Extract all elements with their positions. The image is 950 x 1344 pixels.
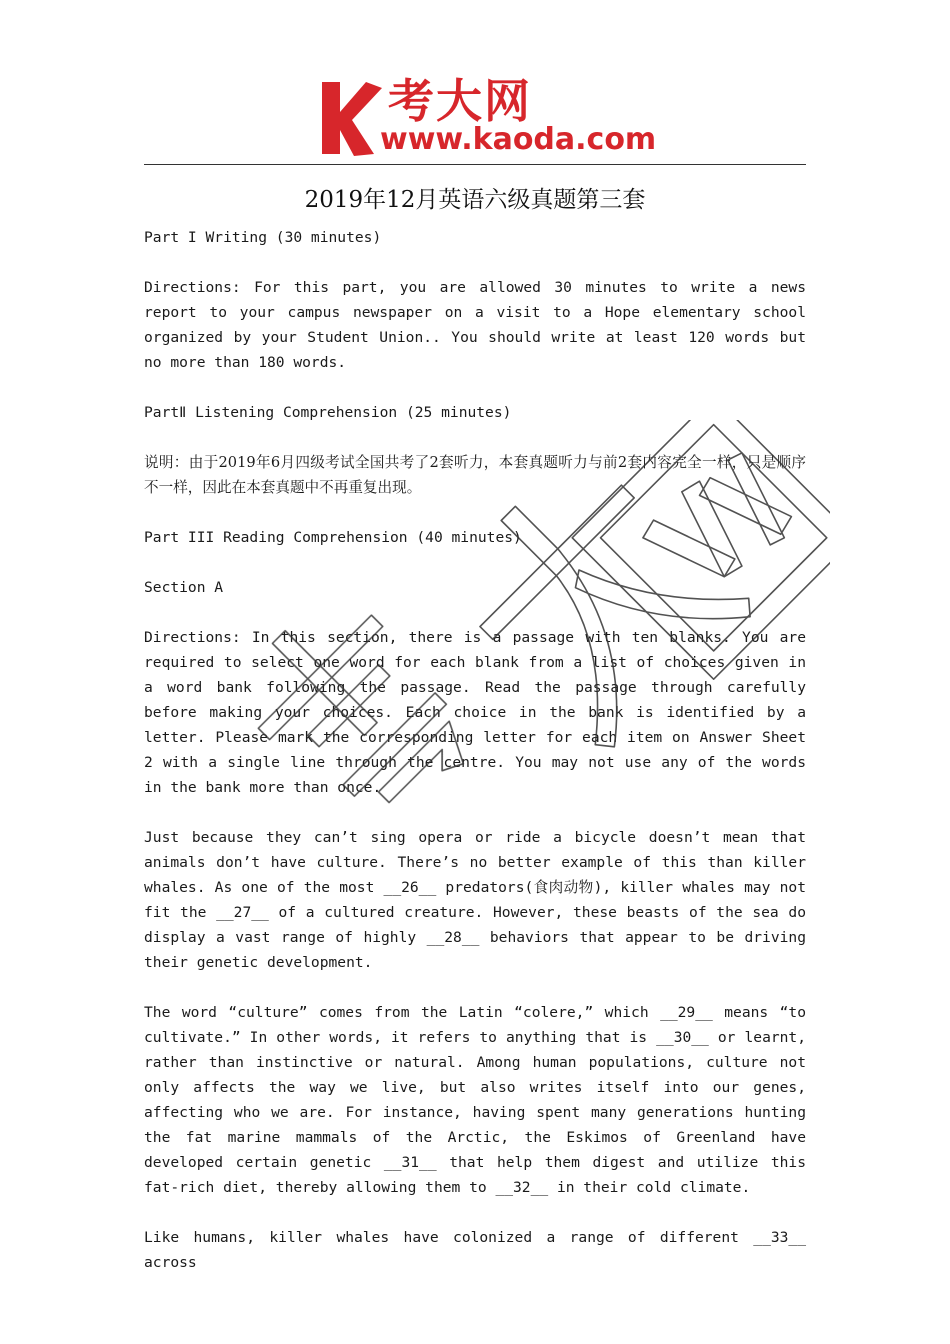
section-a-heading: Section A <box>144 579 224 596</box>
listening-note: 说明：由于2019年6月四级考试全国共考了2套听力，本套真题听力与前2套内容完全一样，只是顺序不一样，因此在本套真题中不再重复出现。 <box>144 454 806 496</box>
logo-chinese-text: 考大网 <box>388 74 532 128</box>
page-title: 2019年12月英语六级真题第三套 <box>304 187 646 213</box>
passage-paragraph-3: Like humans, killer whales have colonized a range of different __33__ across <box>144 1229 806 1271</box>
site-logo <box>318 74 657 162</box>
part2-heading: PartⅡ Listening Comprehension (25 minutes) <box>144 404 512 421</box>
document-body <box>144 225 806 1300</box>
passage-paragraph-1: Just because they can’t sing opera or ride a bicycle doesn’t mean that animals don’t have culture. There’s no better example of this than killer whales. As one of the most __26__ predators(食肉动物), killer whales may not fit the __27__ of a cultured creature. However, these beasts of the sea do display a vast range of highly __28__ behaviors that appear to be driving their genetic development. <box>144 829 806 971</box>
passage-paragraph-2: The word “culture” comes from the Latin “colere,” which __29__ means “to cultivate.” In other words, it refers to anything that is __30__ or learnt, rather than instinctive or natural. Among human populations, culture not only affects the way we live, but also writes itself into our genes, affecting who we are. For instance, having spent many generations hunting the fat marine mammals of the Arctic, the Eskimos of Greenland have developed certain genetic __31__ that help them digest and utilize this fat-rich diet, thereby allowing them to __32__ in their cold climate. <box>144 1004 806 1196</box>
logo-url-text: www.kaoda.com <box>380 122 657 157</box>
k-logo-icon <box>318 78 384 158</box>
writing-directions: Directions: For this part, you are allowed 30 minutes to write a news report to your campus newspaper on a visit to a Hope elementary school organized by your Student Union.. You should write at least 120 words but no more than 180 words. <box>144 279 806 371</box>
reading-directions: Directions: In this section, there is a passage with ten blanks. You are required to select one word for each blank from a list of choices given in a word bank following the passage. Read the passage through carefully before making your choices. Each choice in the bank is identified by a letter. Please mark the corresponding letter for each item on Answer Sheet 2 with a single line through the centre. You may not use any of the words in the bank more than once. <box>144 629 806 796</box>
part1-heading: Part I Writing (30 minutes) <box>144 229 382 246</box>
part3-heading: Part III Reading Comprehension (40 minutes) <box>144 529 522 546</box>
header-divider <box>144 164 806 165</box>
